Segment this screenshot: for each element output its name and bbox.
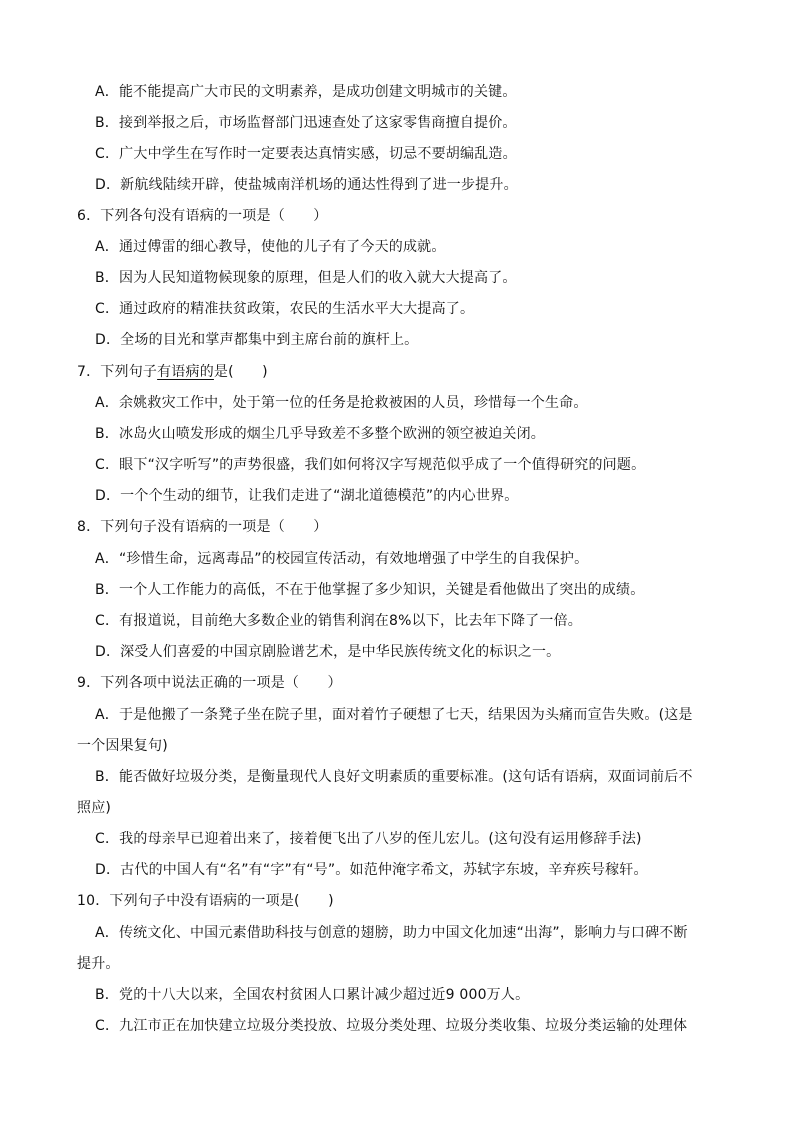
q8-option-d: D．深受人们喜爱的中国京剧脸谱艺术，是中华民族传统文化的标识之一。 xyxy=(95,644,561,660)
q9-stem: 9．下列各项中说法正确的一项是（ ） xyxy=(77,675,342,691)
q5-option-d: D．新航线陆续开辟，使盐城南洋机场的通达性得到了进一步提升。 xyxy=(95,177,518,193)
q7-stem-post: 是( ) xyxy=(213,364,268,380)
q8-option-c: C．有报道说，目前绝大多数企业的销售利润在8%以下，比去年下降了一倍。 xyxy=(95,613,582,629)
q7-option-c: C．眼下“汉字听写”的声势很盛，我们如何将汉字写规范似乎成了一个值得研究的问题。 xyxy=(95,457,646,473)
q6-option-c: C．通过政府的精准扶贫政策，农民的生活水平大大提高了。 xyxy=(95,301,475,317)
q7-stem xyxy=(77,362,268,382)
q7-stem-underlined: 有语病的 xyxy=(157,364,214,380)
q9-option-a: A．于是他搬了一条凳子坐在院子里，面对着竹子硬想了七天，结果因为头痛而宣告失败。(这是 xyxy=(95,707,693,723)
q6-option-b: B．因为人民知道物候现象的原理，但是人们的收入就大大提高了。 xyxy=(95,270,517,286)
q9-option-b-continued: 照应) xyxy=(77,800,112,816)
q8-stem: 8．下列句子没有语病的一项是（ ） xyxy=(77,519,328,535)
q6-option-a: A．通过傅雷的细心教导，使他的儿子有了今天的成就。 xyxy=(95,239,446,255)
q9-option-b: B．能否做好垃圾分类，是衡量现代人良好文明素质的重要标准。(这句话有语病，双面词前后不 xyxy=(95,769,693,785)
q8-option-b: B．一个人工作能力的高低，不在于他掌握了多少知识，关键是看他做出了突出的成绩。 xyxy=(95,582,645,598)
q9-option-a-continued: 一个因果复句) xyxy=(77,738,168,754)
q5-option-b: B．接到举报之后，市场监督部门迅速查处了这家零售商擅自提价。 xyxy=(95,115,517,131)
q7-stem-pre: 7．下列句子 xyxy=(77,364,158,380)
q9-option-d: D．古代的中国人有“名”有“字”有“号”。如范仲淹字希文，苏轼字东坡，辛弃疾号稼轩。 xyxy=(95,862,648,878)
q9-option-c: C．我的母亲早已迎着出来了，接着便飞出了八岁的侄儿宏儿。(这句没有运用修辞手法) xyxy=(95,831,642,847)
q5-option-a: A．能不能提高广大市民的文明素养，是成功创建文明城市的关键。 xyxy=(95,84,517,100)
q8-option-a: A．“珍惜生命，远离毒品”的校园宣传活动，有效地增强了中学生的自我保护。 xyxy=(95,551,589,567)
q10-option-b: B．党的十八大以来，全国农村贫困人口累计减少超过近9 000万人。 xyxy=(95,987,530,1003)
q7-option-a: A．余姚救灾工作中，处于第一位的任务是抢救被困的人员，珍惜每一个生命。 xyxy=(95,395,588,411)
q5-option-c: C．广大中学生在写作时一定要表达真情实感，切忌不要胡编乱造。 xyxy=(95,146,517,162)
q10-option-a-continued: 提升。 xyxy=(77,956,120,972)
q6-stem: 6．下列各句没有语病的一项是（ ） xyxy=(77,208,328,224)
q10-stem: 10．下列句子中没有语病的一项是( ) xyxy=(77,893,334,909)
q6-option-d: D．全场的目光和掌声都集中到主席台前的旗杆上。 xyxy=(95,332,419,348)
q10-option-c: C．九江市正在加快建立垃圾分类投放、垃圾分类处理、垃圾分类收集、垃圾分类运输的处理体 xyxy=(95,1018,688,1034)
q7-option-b: B．冰岛火山喷发形成的烟尘几乎导致差不多整个欧洲的领空被迫关闭。 xyxy=(95,426,546,442)
q10-option-a: A．传统文化、中国元素借助科技与创意的翅膀，助力中国文化加速“出海”，影响力与口碑不断 xyxy=(95,925,688,941)
q7-option-d: D．一个个生动的细节，让我们走进了“湖北道德模范”的内心世界。 xyxy=(95,488,519,504)
